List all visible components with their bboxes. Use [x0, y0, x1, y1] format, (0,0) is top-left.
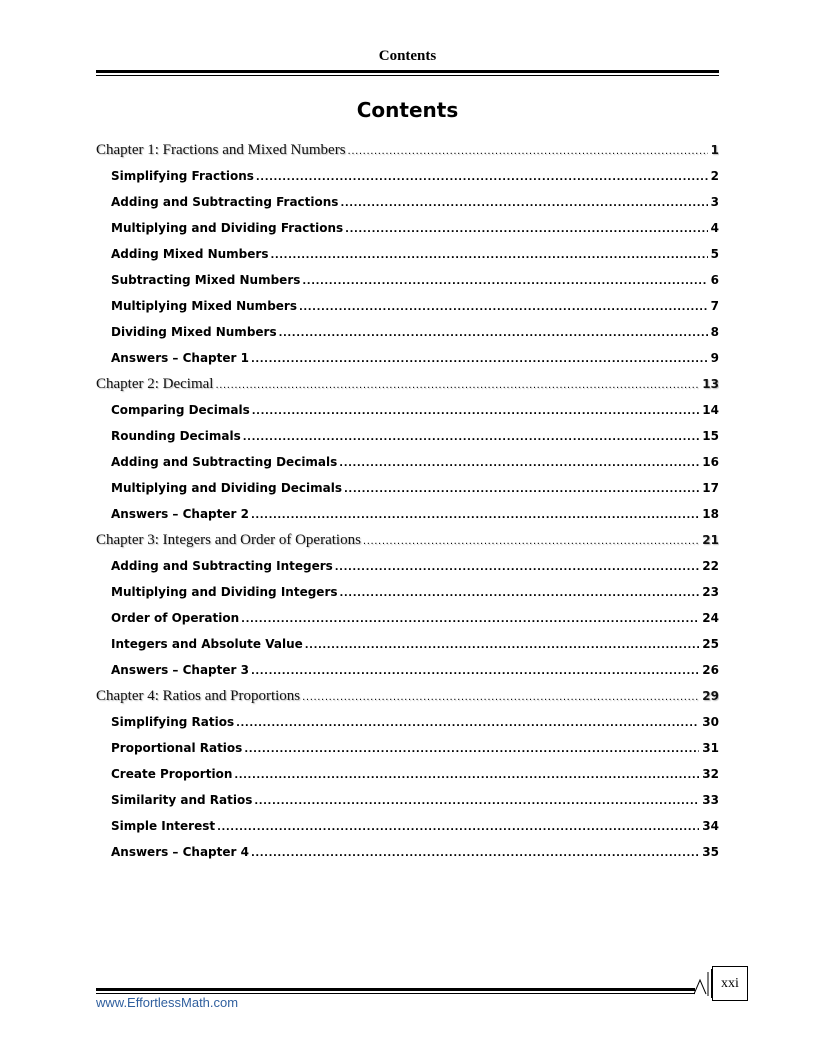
- page-number-box: [712, 966, 748, 1001]
- toc-entry-page: 17: [702, 481, 719, 495]
- toc-dot-leader: [254, 789, 699, 813]
- toc-entry-page: 6: [710, 273, 719, 287]
- toc-dot-leader: [299, 295, 708, 319]
- toc-section-entry[interactable]: [96, 475, 719, 501]
- toc-dot-leader: [236, 711, 699, 735]
- toc-entry-title: Comparing Decimals: [111, 403, 250, 417]
- toc-entry-title: Adding Mixed Numbers: [111, 247, 269, 261]
- toc-dot-leader: [252, 399, 700, 423]
- toc-section-entry[interactable]: [96, 449, 719, 475]
- toc-entry-title: Answers – Chapter 1: [111, 351, 249, 365]
- footer-rule-thick: [96, 988, 695, 991]
- toc-entry-page: 22: [702, 559, 719, 573]
- website-link[interactable]: www.EffortlessMath.com: [96, 995, 239, 1010]
- toc-entry-page: 16: [702, 455, 719, 469]
- toc-dot-leader: [340, 191, 707, 215]
- toc-section-entry[interactable]: [96, 319, 719, 345]
- toc-dot-leader: [279, 321, 708, 345]
- toc-dot-leader: [241, 607, 699, 631]
- toc-entry-page: 4: [710, 221, 719, 235]
- toc-entry-title: Chapter 2: Decimal: [96, 376, 214, 392]
- toc-dot-leader: [217, 815, 699, 839]
- toc-entry-page: 15: [702, 429, 719, 443]
- toc-dot-leader: [340, 581, 700, 605]
- toc-entry-title: Integers and Absolute Value: [111, 637, 303, 651]
- toc-entry-page: 29: [702, 689, 719, 703]
- toc-entry-title: Answers – Chapter 3: [111, 663, 249, 677]
- toc-section-entry[interactable]: [96, 345, 719, 371]
- toc-entry-page: 25: [702, 637, 719, 651]
- toc-entry-title: Adding and Subtracting Decimals: [111, 455, 338, 469]
- toc-dot-leader: [344, 477, 699, 501]
- toc-dot-leader: [348, 139, 708, 163]
- toc-entry-title: Create Proportion: [111, 767, 233, 781]
- header-rule-thin: [96, 75, 719, 76]
- toc-section-entry[interactable]: [96, 423, 719, 449]
- toc-section-entry[interactable]: [96, 761, 719, 787]
- toc-dot-leader: [244, 737, 699, 761]
- page-number: xxi: [721, 976, 739, 991]
- toc-entry-title: Subtracting Mixed Numbers: [111, 273, 301, 287]
- toc-entry-title: Dividing Mixed Numbers: [111, 325, 277, 339]
- toc-entry-page: 23: [702, 585, 719, 599]
- header-rule-thick: [96, 70, 719, 73]
- toc-chapter-entry[interactable]: [96, 137, 719, 163]
- toc-entry-title: Simple Interest: [111, 819, 216, 833]
- toc-entry-page: 3: [710, 195, 719, 209]
- toc-dot-leader: [251, 347, 708, 371]
- toc-entry-page: 21: [702, 533, 719, 547]
- toc-dot-leader: [339, 451, 699, 475]
- toc-dot-leader: [302, 685, 699, 709]
- toc-entry-page: 32: [702, 767, 719, 781]
- toc-dot-leader: [270, 243, 707, 267]
- toc-entry-page: 34: [702, 819, 719, 833]
- toc-entry-title: Multiplying and Dividing Integers: [111, 585, 338, 599]
- toc-dot-leader: [251, 659, 699, 683]
- footer-chevron-icon: [694, 972, 710, 996]
- toc-entry-page: 5: [710, 247, 719, 261]
- toc-title: Contents: [356, 98, 459, 122]
- toc-dot-leader: [305, 633, 700, 657]
- toc-entry-title: Multiplying and Dividing Decimals: [111, 481, 343, 495]
- toc-entry-title: Simplifying Ratios: [111, 715, 235, 729]
- toc-entry-title: Similarity and Ratios: [111, 793, 253, 807]
- toc-dot-leader: [251, 841, 699, 865]
- toc-entry-title: Multiplying and Dividing Fractions: [111, 221, 344, 235]
- toc-section-entry[interactable]: [96, 735, 719, 761]
- toc-section-entry[interactable]: [96, 631, 719, 657]
- toc-section-entry[interactable]: [96, 267, 719, 293]
- toc-dot-leader: [345, 217, 707, 241]
- toc-entry-title: Rounding Decimals: [111, 429, 241, 443]
- toc-dot-leader: [335, 555, 700, 579]
- toc-entry-page: 2: [710, 169, 719, 183]
- toc-entry-title: Simplifying Fractions: [111, 169, 254, 183]
- toc-dot-leader: [243, 425, 700, 449]
- toc-dot-leader: [215, 373, 699, 397]
- toc-dot-leader: [251, 503, 699, 527]
- toc-entry-title: Answers – Chapter 4: [111, 845, 249, 859]
- toc-entry-page: 7: [710, 299, 719, 313]
- toc-chapter-entry[interactable]: [96, 371, 719, 397]
- toc-chapter-entry[interactable]: [96, 683, 719, 709]
- toc-section-entry[interactable]: [96, 813, 719, 839]
- toc-entry-page: 8: [710, 325, 719, 339]
- toc-entry-page: 31: [702, 741, 719, 755]
- toc-section-entry[interactable]: [96, 839, 719, 865]
- toc-dot-leader: [256, 165, 708, 189]
- toc-entry-page: 33: [702, 793, 719, 807]
- toc-dot-leader: [234, 763, 699, 787]
- toc-entry-title: Proportional Ratios: [111, 741, 243, 755]
- toc-section-entry[interactable]: [96, 501, 719, 527]
- toc-section-entry[interactable]: [96, 241, 719, 267]
- toc-dot-leader: [302, 269, 707, 293]
- toc-entry-page: 30: [702, 715, 719, 729]
- toc-entry-page: 18: [702, 507, 719, 521]
- running-header-title: Contents: [378, 48, 437, 64]
- toc-entry-title: Chapter 3: Integers and Order of Operations: [96, 532, 361, 548]
- toc-section-entry[interactable]: [96, 163, 719, 189]
- toc-section-entry[interactable]: [96, 657, 719, 683]
- toc-entry-page: 35: [702, 845, 719, 859]
- toc-entry-title: Chapter 4: Ratios and Proportions: [96, 688, 301, 704]
- toc-section-entry[interactable]: [96, 787, 719, 813]
- toc-entry-title: Order of Operation: [111, 611, 240, 625]
- toc-section-entry[interactable]: [96, 709, 719, 735]
- toc-entry-page: 13: [702, 377, 719, 391]
- toc-section-entry[interactable]: [96, 397, 719, 423]
- toc-entry-page: 26: [702, 663, 719, 677]
- footer-rule-thin: [96, 993, 695, 994]
- toc-entry-title: Multiplying Mixed Numbers: [111, 299, 297, 313]
- toc-section-entry[interactable]: [96, 579, 719, 605]
- toc-entry-page: 1: [710, 143, 719, 157]
- toc-section-entry[interactable]: [96, 293, 719, 319]
- toc-entry-title: Adding and Subtracting Fractions: [111, 195, 339, 209]
- toc-entry-title: Answers – Chapter 2: [111, 507, 249, 521]
- toc-entry-page: 24: [702, 611, 719, 625]
- toc-section-entry[interactable]: [96, 189, 719, 215]
- toc-list: [96, 137, 719, 865]
- toc-entry-page: 9: [710, 351, 719, 365]
- toc-chapter-entry[interactable]: [96, 527, 719, 553]
- toc-section-entry[interactable]: [96, 553, 719, 579]
- toc-section-entry[interactable]: [96, 215, 719, 241]
- toc-dot-leader: [363, 529, 699, 553]
- toc-section-entry[interactable]: [96, 605, 719, 631]
- toc-entry-title: Chapter 1: Fractions and Mixed Numbers: [96, 142, 346, 158]
- toc-entry-page: 14: [702, 403, 719, 417]
- toc-entry-title: Adding and Subtracting Integers: [111, 559, 333, 573]
